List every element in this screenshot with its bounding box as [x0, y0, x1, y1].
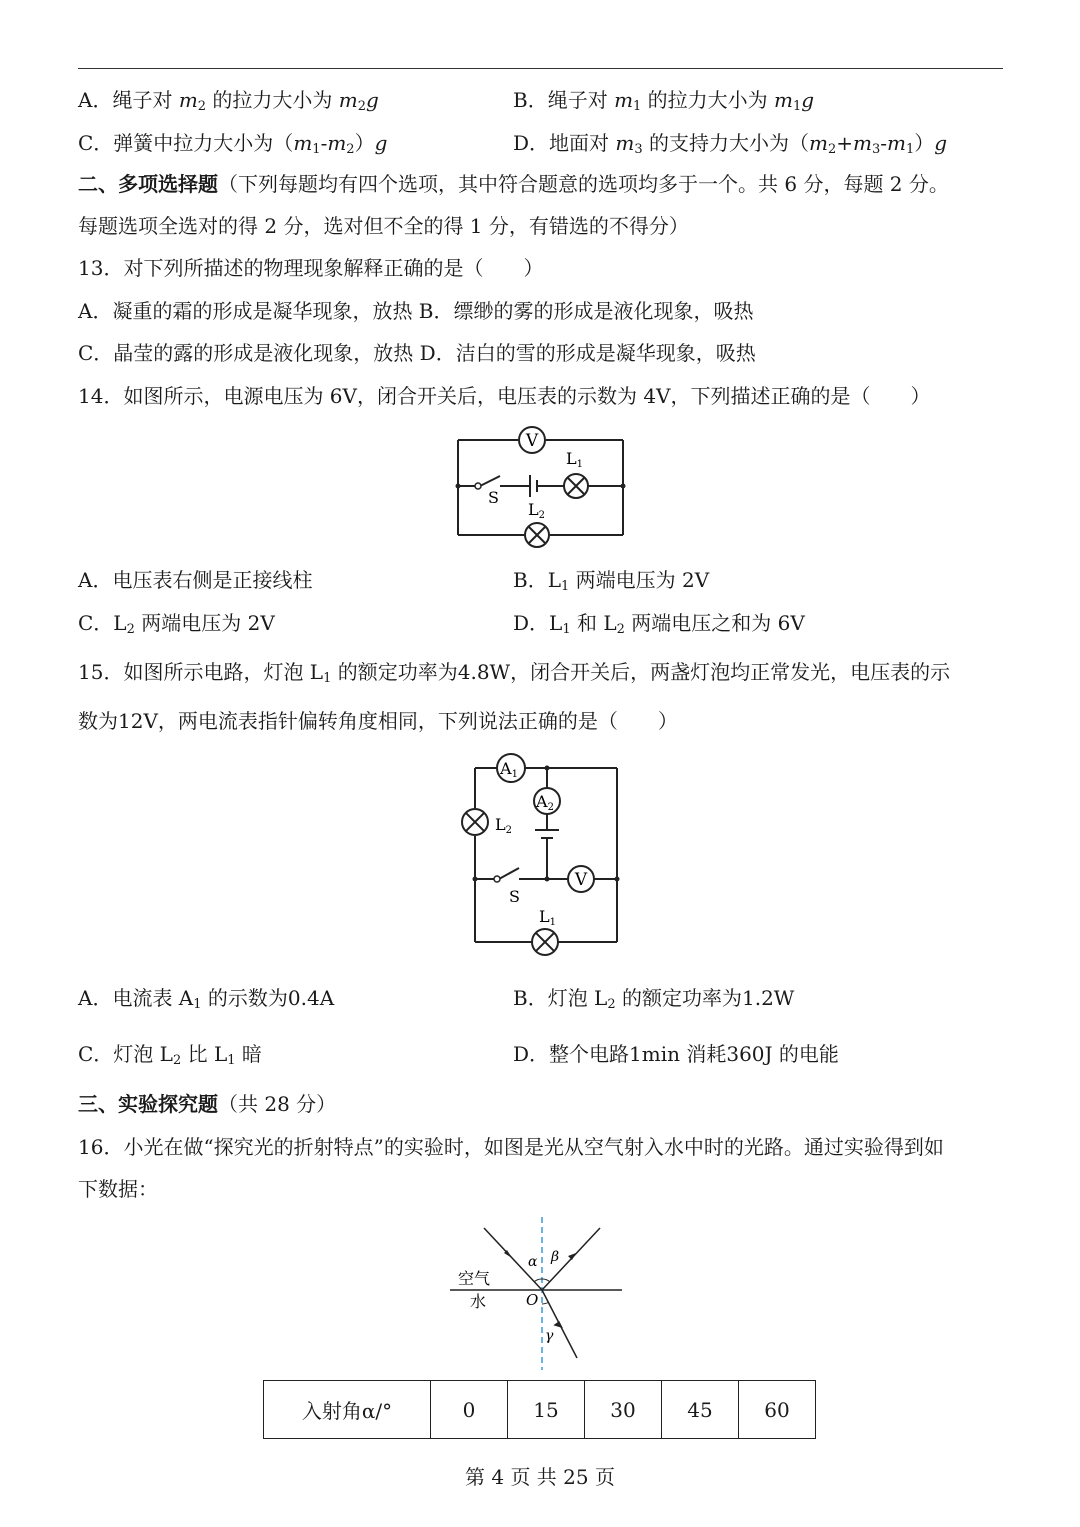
lamp-l2 — [525, 523, 549, 547]
q15-stem-line1: 15．如图所示电路，灯泡 $L_1$ 的额定功率为4.8W，闭合开关后，两盏灯泡均正常发光，电压表的示 — [78, 660, 951, 686]
label-air: 空气 — [458, 1269, 491, 1288]
q12-option-a: A．绳子对 $m_2$ 的拉力大小为 $m_2g$ — [78, 88, 379, 114]
table-cell: 15 — [508, 1381, 585, 1439]
lamp-l1 — [564, 474, 588, 498]
label-beta: β — [551, 1249, 560, 1265]
svg-text:A1: A1 — [500, 759, 518, 780]
q14-option-a: A．电压表右侧是正接线柱 — [78, 568, 313, 592]
voltmeter-v — [568, 866, 594, 892]
q12-option-d: D．地面对 $m_3$ 的支持力大小为$(m_2+m_3-m_1)g$ — [513, 131, 948, 157]
q16-refraction-diagram — [450, 1212, 635, 1372]
voltmeter-v — [519, 427, 545, 453]
q15-option-b: B．灯泡 $L_2$ 的额定功率为1.2W — [513, 986, 795, 1012]
q14-circuit-diagram — [440, 420, 640, 555]
label-s: S — [509, 887, 520, 906]
svg-text:A2: A2 — [536, 792, 554, 813]
q16-data-table — [263, 1380, 816, 1439]
svg-text:V: V — [525, 431, 539, 451]
table-header-cell: 入射角α/° — [264, 1381, 431, 1439]
ammeter-a2 — [534, 788, 560, 814]
lamp-l1 — [532, 929, 558, 955]
q15-option-d: D．整个电路1min 消耗360J 的电能 — [513, 1042, 839, 1066]
q13-options-ab: A．凝重的霜的形成是凝华现象，放热 B．缥缈的雾的形成是液化现象，吸热 — [78, 299, 754, 323]
q14-stem: 14．如图所示，电源电压为 6V，闭合开关后，电压表的示数为 4V，下列描述正确的是（ ） — [78, 384, 931, 408]
q13-stem: 13．对下列所描述的物理现象解释正确的是（ ） — [78, 256, 544, 280]
section2-header: 二、多项选择题（下列每题均有四个选项，其中符合题意的选项均多于一个。共 6 分，每题 2 分。 — [78, 172, 949, 196]
section2-title: 二、多项选择题 — [78, 172, 218, 196]
page-footer: 第 4 页 共 25 页 — [465, 1465, 615, 1489]
table-cell: 30 — [585, 1381, 662, 1439]
label-s: S — [488, 488, 499, 507]
q14-option-c: C．$L_2$ 两端电压为 2V — [78, 611, 275, 637]
q16-stem-line2: 下数据： — [78, 1177, 158, 1201]
q15-option-c: C．灯泡 $L_2$ 比 $L_1$ 暗 — [78, 1042, 262, 1068]
q14-option-b: B．$L_1$ 两端电压为 2V — [513, 568, 710, 594]
q12-option-c: C．弹簧中拉力大小为$(m_1-m_2)g$ — [78, 131, 388, 157]
label-l1: L1 — [539, 907, 556, 928]
ammeter-a1 — [497, 754, 525, 782]
q13-options-cd: C．晶莹的露的形成是液化现象，放热 D．洁白的雪的形成是凝华现象，吸热 — [78, 341, 756, 365]
lamp-l2 — [462, 809, 488, 835]
q16-stem-line1: 16．小光在做“探究光的折射特点”的实验时，如图是光从空气射入水中时的光路。通过实验得到如 — [78, 1135, 944, 1159]
section3-title: 三、实验探究题 — [78, 1092, 218, 1116]
q15-option-a: A．电流表 $A_1$ 的示数为0.4A — [78, 986, 335, 1012]
table-cell: 0 — [431, 1381, 508, 1439]
section3-header: 三、实验探究题（共 28 分） — [78, 1092, 337, 1116]
svg-text:V: V — [574, 870, 588, 890]
label-o: O — [526, 1291, 539, 1309]
label-water: 水 — [470, 1292, 487, 1311]
q15-stem-line2: 数为12V，两电流表指针偏转角度相同，下列说法正确的是（ ） — [78, 709, 678, 733]
q15-circuit-diagram — [455, 750, 630, 965]
label-l2: L2 — [495, 815, 512, 836]
label-l2: L2 — [528, 500, 545, 521]
label-alpha: α — [528, 1254, 538, 1270]
section2-desc: 每题选项全选对的得 2 分，选对但不全的得 1 分，有错选的不得分） — [78, 214, 689, 238]
q14-option-d: D．$L_1$ 和 $L_2$ 两端电压之和为 6V — [513, 611, 805, 637]
table-row — [264, 1381, 816, 1439]
table-cell: 60 — [739, 1381, 816, 1439]
label-l1: L1 — [566, 449, 583, 470]
q12-option-b: B．绳子对 $m_1$ 的拉力大小为 $m_1g$ — [513, 88, 815, 114]
top-rule — [78, 68, 1003, 69]
table-cell: 45 — [662, 1381, 739, 1439]
label-gamma: γ — [545, 1328, 554, 1344]
